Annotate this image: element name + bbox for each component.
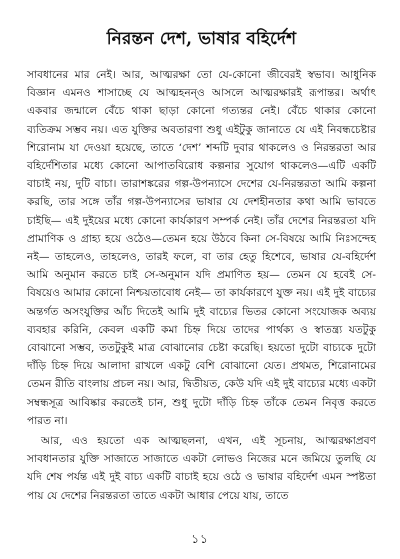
body-text: [27, 66, 376, 505]
page-number: ১১: [191, 532, 209, 546]
page-title: নিরন্তন দেশ, ভাষার বহির্দেশ: [106, 29, 297, 49]
paragraph-1: সাবধানের মার নেই। আর, আত্মরক্ষা তো যে-কোনো জীবেরই স্বভাব। আধুনিক বিজ্ঞান এমনও শাসাচ্ছে যে আত্মহনন্ও আসলে আত্মরক্ষারই রূপান্তর। অর্থাৎ একবার জন্মালে বেঁচে থাকা ছাড়া কোনো গত্যন্তর নেই। বেঁচে থাকার কোনো ব্যতিক্রম সম্ভব নয়। এত যুক্তির অবতারণা শুধু এইটুকু জানাতে যে এই নিবন্ধচেষ্টার শিরোনাম যা দেওয়া হয়েছে, তাতে ‘দেশ’ শব্দটি দুবার থাকলেও ও নিরন্তরতা আর বহির্দেশিতার মধ্যে কোনো আপাতবিরোধ কল্পনার সুযোগ থাকলেও—এটি একটি বাচাই নয়, দুটি বাচা। তারাশঙ্করের গল্প-উপন্যাসে দেশের যে-নিরন্তরতা আমি কল্পনা করছি, তার সঙ্গে তাঁর গল্প-উপন্যাসের ভাষার যে দেশহীনতার কথা আমি ভাবতে চাইছি— এই দুইয়ের মধ্যে কোনো কার্যকারণ সম্পর্ক নেই। তাঁর দেশের নিরন্তরতা যদি প্রামাণিক ও গ্রাহ্য হয়ে ওঠেও—তেমন হয়ে উঠবে কিনা সে-বিষয়ে আমি নিঃসন্দেহ নই— তাহলেও, তাহলেও, তারই ফলে, বা তার হেতু হিশেবে, ভাষার যে-বহির্দেশ আমি অনুমান করতে চাই সে-অনুমান যদি প্রমাণিত হয়— তেমন যে হবেই সে-বিষয়েও আমার কোনো নিশ্চয়তাবোধ নেই— তা কার্যকারণে যুক্ত নয়। এই দুই বাচ্যের অন্তর্গত অসংযুক্তির আঁচ দিতেই আমি দুই বাচ্যের ভিতর কোনো সংযোজক অব্যয় ব্যবহার করিনি, কেবল একটি কমা চিহ্ন দিয়ে তাদের পার্থক্য ও স্বাতন্ত্র্য যতটুকু বোঝানো সম্ভব, ততটুকুই মাত্র বোঝানোর চেষ্টা করেছি। হয়তো দুটো বাচ্যকে দুটো দাঁড়ি চিহ্ন দিয়ে আলাদা রাখলে একটু বেশি বোঝানো যেত। প্রথমত, শিরোনামের তেমন রীতি বাংলায় প্রচল নয়। আর, দ্বিতীয়ত, কেউ যদি এই দুই বাচ্যের মধ্যে একটা সম্বন্ধসূত্র আবিষ্কার করতেই চান, শুধু দুটো দাঁড়ি চিহ্ন তাঁকে তেমন নিবৃত্ত করতে পারত না।: [27, 69, 376, 427]
paragraph-2: আর, এও হয়তো এক আত্মছলনা, এখন, এই সূচনায়, আত্মরক্ষাপ্রবণ সাবধানতার যুক্তি সাজাতে সাজাতে একটা লোভও নিজের মনে জমিয়ে তুলছি যে যদি শেষ পর্যন্ত এই দুই বাচ্য একটি বাচাই হয়ে ওঠে ও ভাষার বহির্দেশ এমন স্পষ্টতা পায় যে দেশের নিরন্তরতা তাতে একটা আধার পেয়ে যায়, তাতে: [27, 435, 376, 502]
